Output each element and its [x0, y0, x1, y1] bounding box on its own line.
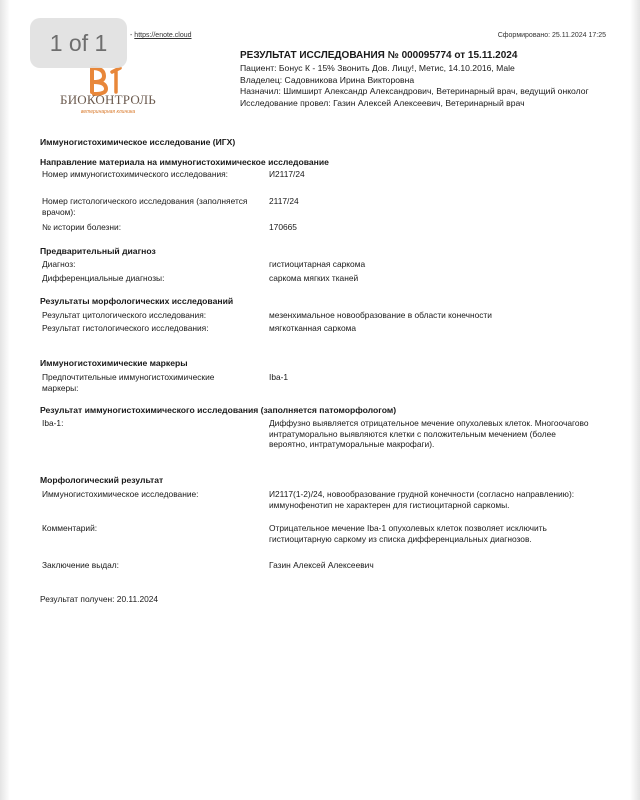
field-label: Иммуногистохимическое исследование: — [42, 489, 199, 499]
patient-line: Пациент: Бонус К - 15% Звонить Дов. Лицу!, Метис, 14.10.2016, Male — [240, 63, 515, 73]
received-date: Результат получен: 20.11.2024 — [40, 594, 159, 604]
field-label: Заключение выдал: — [42, 560, 119, 570]
referral-heading: Направление материала на иммуногистохимическое исследование — [40, 157, 329, 167]
field-value: И2117/24 — [269, 169, 305, 179]
url-prefix: - — [130, 32, 133, 39]
assigned-line: Назначил: Шимширт Александр Александрович, Ветеринарный врач, ведущий онколог — [240, 86, 589, 96]
field-label: Предпочтительные иммуногистохимические маркеры: — [42, 372, 215, 393]
page-shadow-left — [0, 0, 10, 800]
clinic-logo-subtitle: ветеринарная клиника — [80, 109, 136, 115]
document-heading: Иммуногистохимическое исследование (ИГХ) — [40, 137, 236, 147]
field-label: Комментарий: — [42, 523, 98, 533]
page-counter: 1 of 1 — [30, 18, 127, 68]
field-value: Отрицательное мечение Iba-1 опухолевых клеток позволяет исключить гистиоцитарную саркому из списка дифференциальных диагнозов. — [269, 523, 547, 544]
owner-line: Владелец: Садовникова Ирина Викторовна — [240, 74, 415, 85]
field-label: Номер гистологического исследования (заполняется врачом): — [42, 196, 248, 217]
field-value: И2117(1-2)/24, новообразование грудной конечности (согласно направлению): иммунофенотип не характерен для гистиоцитарной саркомы. — [269, 489, 575, 510]
field-label: Результат цитологического исследования: — [42, 310, 207, 320]
field-label: Номер иммуногистохимического исследования: — [42, 169, 229, 179]
morph-heading: Результаты морфологических исследований — [40, 296, 234, 306]
field-label: Диагноз: — [42, 259, 76, 269]
field-label: Результат гистологического исследования: — [42, 323, 209, 333]
report-header — [240, 50, 610, 109]
field-value: мезенхимальное новообразование в области конечности — [269, 310, 492, 320]
field-value: Газин Алексей Алексеевич — [269, 560, 374, 570]
markers-heading: Иммуногистохимические маркеры — [40, 358, 188, 368]
final-heading: Морфологический результат — [40, 475, 164, 485]
clinic-url-link[interactable]: https://enote.cloud — [134, 32, 192, 39]
field-label: Дифференциальные диагнозы: — [42, 273, 165, 283]
performed-line: Исследование провел: Газин Алексей Алексеевич, Ветеринарный врач — [240, 97, 525, 108]
prelim-heading: Предварительный диагноз — [40, 246, 156, 256]
formed-date: Сформировано: 25.11.2024 17:25 — [497, 32, 606, 39]
field-value: Диффузно выявляется отрицательное мечение опухолевых клеток. Многоочагово интратуморально выявляются клетки с положительным мечением (более вероятно, интратуморальные макрофаги). — [269, 418, 589, 449]
field-value: гистиоцитарная саркома — [269, 259, 366, 269]
clinic-logo-name: БИОКОНТРОЛЬ — [60, 92, 156, 107]
field-label: Iba-1: — [42, 418, 64, 428]
field-label: № истории болезни: — [42, 222, 122, 232]
field-value: саркома мягких тканей — [269, 273, 359, 283]
page-shadow-right — [630, 0, 640, 800]
ihc-result-heading: Результат иммуногистохимического исследования (заполняется патоморфологом) — [40, 405, 397, 415]
field-value: мягкотканная саркома — [269, 323, 357, 333]
report-title: РЕЗУЛЬТАТ ИССЛЕДОВАНИЯ № 000095774 от 15.11.2024 — [240, 50, 518, 61]
field-value: 2117/24 — [269, 196, 299, 206]
field-value: Iba-1 — [269, 372, 289, 382]
header-url — [130, 32, 192, 39]
field-value: 170665 — [269, 222, 297, 232]
